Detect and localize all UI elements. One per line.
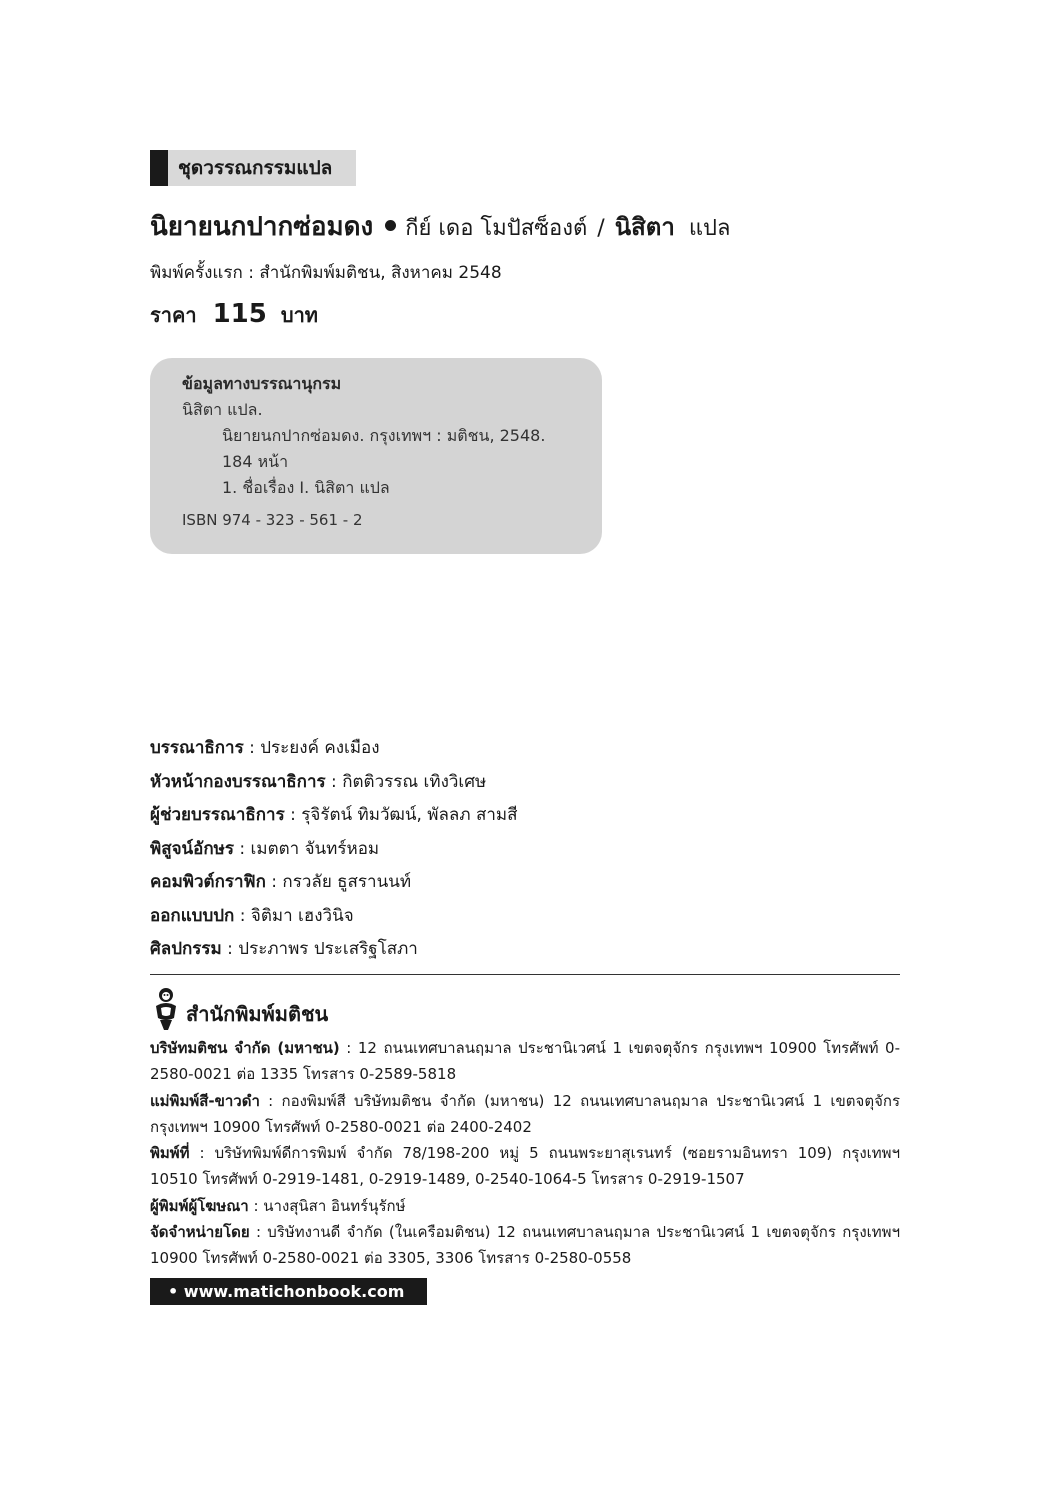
- info-label: แม่พิมพ์สี-ขาวดำ: [150, 1091, 260, 1110]
- cip-heading: ข้อมูลทางบรรณานุกรม: [182, 374, 342, 393]
- publisher-info: [150, 1035, 900, 1272]
- info-entry: [150, 1035, 900, 1088]
- cip-isbn: ISBN 974 - 323 - 561 - 2: [182, 511, 363, 529]
- staff-names: : ประยงค์ คงเมือง: [243, 738, 380, 758]
- staff-role: ผู้ช่วยบรรณาธิการ: [150, 805, 285, 825]
- price-label: ราคา: [150, 303, 197, 327]
- info-entry: [150, 1140, 900, 1193]
- staff-names: : เมตตา จันทร์หอม: [234, 838, 380, 859]
- staff-names: : กรวลัย ธูสรานนท์: [265, 872, 412, 892]
- staff-row: [150, 933, 910, 967]
- title-line: [150, 206, 730, 248]
- translator-name: นิสิตา: [614, 213, 675, 241]
- staff-row: [150, 866, 910, 900]
- staff-role: บรรณาธิการ: [150, 738, 244, 758]
- staff-role: พิสูจน์อักษร: [150, 838, 235, 859]
- staff-role: ออกแบบปก: [150, 905, 235, 926]
- staff-row: [150, 900, 910, 934]
- staff-names: : รุจิรัตน์ ทิมวัฒน์, พัลลภ สามสี: [284, 805, 518, 825]
- info-text: : บริษัทงานดี จำกัด (ในเครือมติชน) 12 ถนนเทศบาลนฤมาล ประชานิเวศน์ 1 เขตจตุจักร กรุงเทพฯ 10900 โทรศัพท์ 0-2580-0021 ต่อ 3305, 3306 โทรสาร 0-2580-0558: [150, 1223, 900, 1268]
- translate-word: แปล: [688, 216, 731, 241]
- staff-names: : จิติมา เฮงวินิจ: [234, 905, 354, 926]
- website-banner: [150, 1278, 427, 1305]
- staff-credits: [150, 732, 910, 967]
- staff-names: : กิตติวรรณ เทิงวิเศษ: [325, 771, 487, 792]
- info-label: ผู้พิมพ์ผู้โฆษณา: [150, 1196, 249, 1215]
- title-separator: /: [597, 216, 605, 241]
- staff-role: หัวหน้ากองบรรณาธิการ: [150, 771, 326, 792]
- info-label: พิมพ์ที่: [150, 1144, 190, 1163]
- series-label-text: ชุดวรรณกรรมแปล: [178, 157, 333, 179]
- staff-role: คอมพิวต์กราฟิก: [150, 872, 266, 892]
- price-value: 115: [212, 299, 267, 329]
- publisher-header: [150, 984, 328, 1032]
- info-label: บริษัทมติชน จำกัด (มหาชน): [150, 1039, 340, 1057]
- info-entry: [150, 1219, 900, 1272]
- info-text: : นางสุนิสา อินทร์นุรักษ์: [248, 1196, 406, 1215]
- info-label: จัดจำหน่ายโดย: [150, 1223, 250, 1242]
- publisher-logo-icon: [150, 986, 182, 1032]
- info-text: : กองพิมพ์สี บริษัทมติชน จำกัด (มหาชน) 12 ถนนเทศบาลนฤมาล ประชานิเวศน์ 1 เขตจตุจักร กรุงเทพฯ 10900 โทรศัพท์ 0-2580-0021 ต่อ 2400-2402: [150, 1091, 900, 1136]
- author-name: กีย์ เดอ โมปัสซ็องต์: [405, 216, 588, 241]
- series-label: [150, 150, 356, 186]
- website-link[interactable]: • www.matichonbook.com: [168, 1282, 405, 1301]
- publisher-name: สำนักพิมพ์มติชน: [186, 1002, 329, 1026]
- info-entry: [150, 1193, 900, 1219]
- cip-line: นิสิตา แปล.: [182, 400, 263, 419]
- price-unit: บาท: [280, 303, 318, 327]
- book-title: นิยายนกปากซ่อมดง: [150, 212, 374, 242]
- staff-row: [150, 799, 910, 833]
- cataloging-box: [150, 358, 602, 554]
- info-text: : บริษัทพิมพ์ดีการพิมพ์ จำกัด 78/198-200 หมู่ 5 ถนนพระยาสุเรนทร์ (ซอยรามอินทรา 109) กรุงเทพฯ 10510 โทรศัพท์ 0-2919-1481, 0-2919-1489, 0-2540-1064-5 โทรสาร 0-2919-1507: [150, 1144, 900, 1189]
- cip-line: นิยายนกปากซ่อมดง. กรุงเทพฯ : มติชน, 2548.: [222, 426, 546, 445]
- staff-row: [150, 833, 910, 867]
- staff-role: ศิลปกรรม: [150, 939, 222, 959]
- staff-row: [150, 766, 910, 800]
- bullet-dot-icon: [385, 220, 396, 231]
- first-printing: พิมพ์ครั้งแรก : สำนักพิมพ์มติชน, สิงหาคม 2548: [150, 263, 502, 283]
- staff-names: : ประภาพร ประเสริฐโสภา: [221, 939, 418, 959]
- cip-line: 184 หน้า: [222, 452, 289, 471]
- divider: [150, 974, 900, 975]
- cip-line: 1. ชื่อเรื่อง I. นิสิตา แปล: [222, 478, 390, 497]
- info-text: : 12 ถนนเทศบาลนฤมาล ประชานิเวศน์ 1 เขตจตุจักร กรุงเทพฯ 10900 โทรศัพท์ 0-2580-0021 ต่อ 1335 โทรสาร 0-2589-5818: [150, 1039, 900, 1084]
- info-entry: [150, 1088, 900, 1141]
- staff-row: [150, 732, 910, 766]
- price: [150, 299, 318, 331]
